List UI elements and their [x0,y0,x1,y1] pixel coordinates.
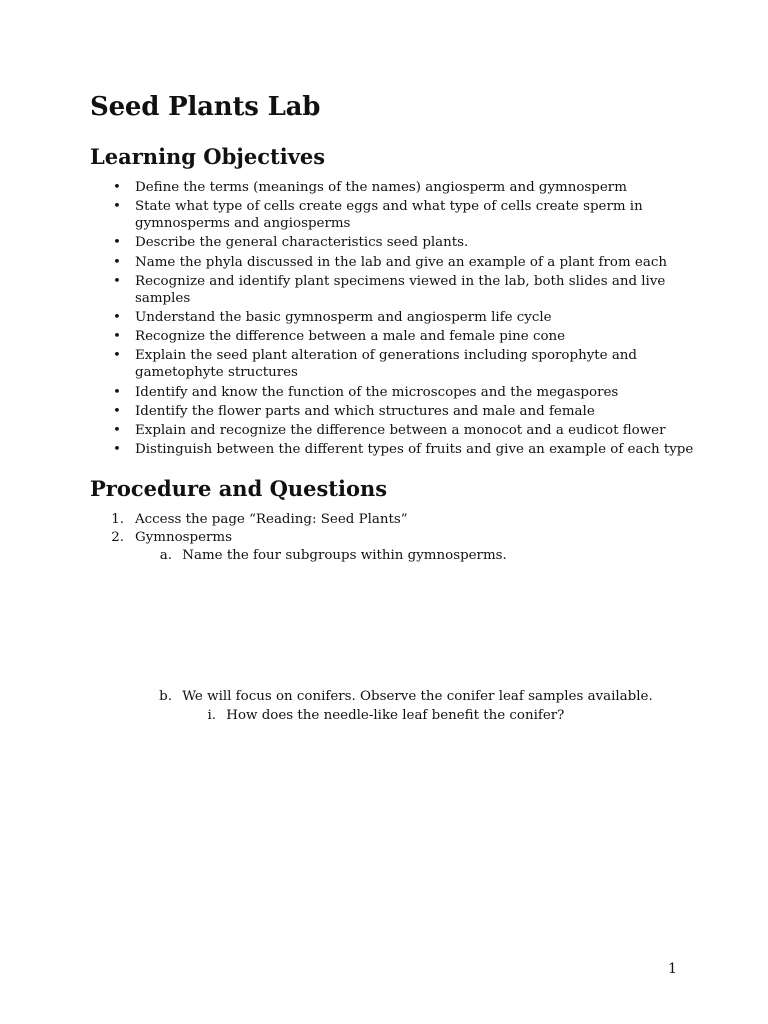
question-text: Name the four subgroups within gymnosperms. [182,548,507,563]
item-roman: i. [207,708,216,723]
learning-objectives-heading: Learning Objectives [90,144,326,169]
objectives-list [110,179,710,460]
objective-item: • Define the terms (meanings of the names) angiosperm and gymnosperm [110,179,710,196]
page-title: Seed Plants Lab [90,92,321,122]
objective-item: • Identify the flower parts and which structures and male and female [110,403,710,420]
procedure-item [110,511,710,529]
item-number: 1. [111,512,124,527]
objective-item: • Name the phyla discussed in the lab and give an example of a plant from each [110,254,710,271]
objective-item: • Identify and know the function of the microscopes and the megaspores [110,384,710,401]
procedure-heading: Procedure and Questions [90,476,388,501]
item-letter: b. [159,689,172,704]
question-text: We will focus on conifers. Observe the conifer leaf samples available. [182,689,653,704]
objective-item: • Distinguish between the different types of fruits and give an example of each type [110,441,710,458]
procedure-item [110,529,710,547]
page-number: 1 [668,961,677,977]
question-b-i [200,707,564,724]
objective-item: • Explain and recognize the difference between a monocot and a eudicot flower [110,422,710,439]
item-text: Gymnosperms [135,530,232,545]
question-text: How does the needle-like leaf benefit the conifer? [226,708,565,723]
question-a [156,547,507,564]
objective-item: • Understand the basic gymnosperm and angiosperm life cycle [110,309,710,326]
item-text: Access the page “Reading: Seed Plants” [135,512,408,527]
objective-item: • Explain the seed plant alteration of generations including sporophyte and gametophyte structures [110,347,710,381]
objective-item: • State what type of cells create eggs and what type of cells create sperm in gymnosperms and angiosperms [110,198,710,232]
objective-item: • Describe the general characteristics seed plants. [110,234,710,251]
item-number: 2. [111,530,124,545]
objective-item: • Recognize and identify plant specimens viewed in the lab, both slides and live samples [110,273,710,307]
procedure-list [110,511,710,547]
item-letter: a. [159,548,172,563]
question-b [156,688,653,705]
objective-item: • Recognize the difference between a male and female pine cone [110,328,710,345]
